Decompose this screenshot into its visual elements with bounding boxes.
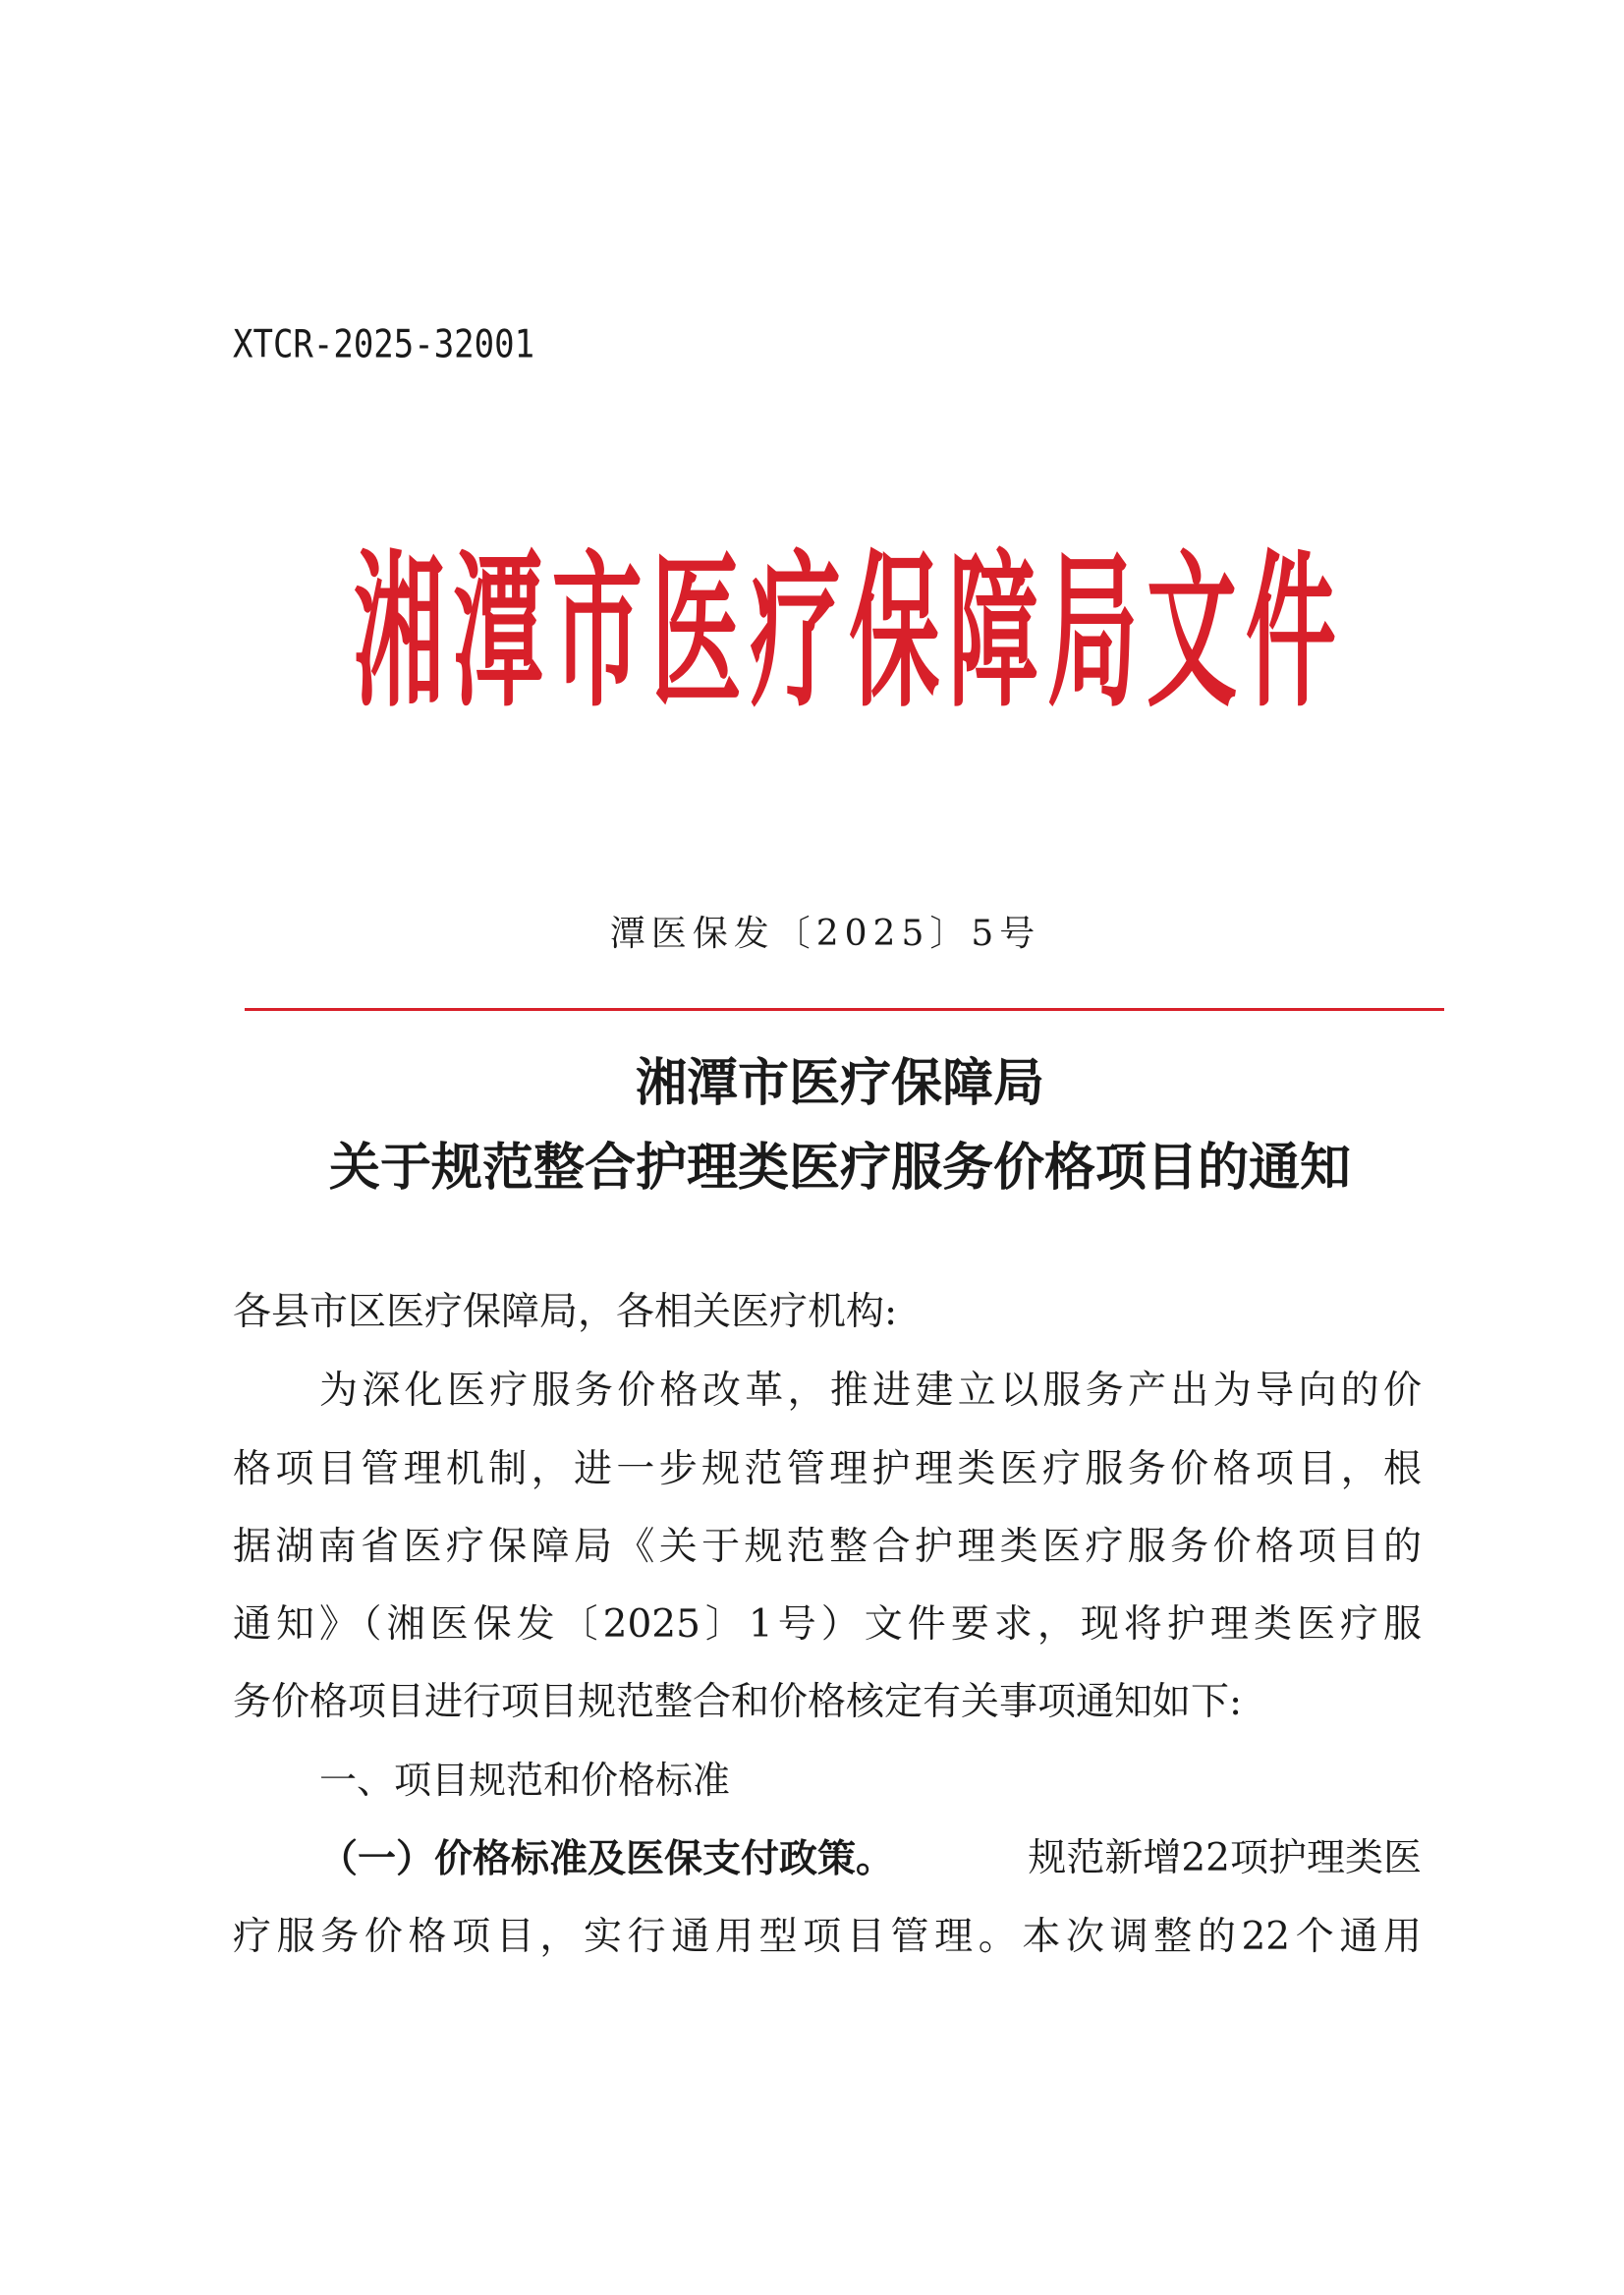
heading-char: 医 [650, 535, 742, 731]
heading-char: 局 [1047, 535, 1139, 731]
salutation: 各县市区医疗保障局，各相关医疗机构: [233, 1290, 898, 1334]
paragraph-line: 为深化医疗服务价格改革，推进建立以服务产出为导向的价 [319, 1369, 1422, 1413]
heading-char: 件 [1245, 535, 1336, 731]
paragraph-line: 格项目管理机制，进一步规范管理护理类医疗服务价格项目，根 [233, 1447, 1422, 1491]
heading-char: 文 [1147, 535, 1238, 731]
heading-char: 疗 [750, 535, 841, 731]
document-id: XTCR-2025-32001 [233, 322, 535, 367]
red-divider [245, 1008, 1444, 1011]
heading-char: 潭 [452, 535, 543, 731]
section-heading: 一、项目规范和价格标准 [319, 1759, 731, 1802]
paragraph-line: 通知》（湘医保发〔2025〕1号）文件要求，现将护理类医疗服 [233, 1602, 1422, 1647]
heading-char: 保 [849, 535, 940, 731]
issuer-heading [354, 535, 1336, 731]
heading-char: 市 [551, 535, 643, 731]
heading-char: 湘 [354, 535, 445, 731]
paragraph-line: 务价格项目进行项目规范整合和价格核定有关事项通知如下: [233, 1680, 1243, 1724]
document-title-line2: 关于规范整合护理类医疗服务价格项目的通知 [328, 1138, 1351, 1198]
paragraph-line: 据湖南省医疗保障局《关于规范整合护理类医疗服务价格项目的 [233, 1525, 1422, 1569]
document-title-line1: 湘潭市医疗保障局 [635, 1053, 1044, 1113]
document-number: 潭医保发〔2025〕5号 [609, 914, 1041, 954]
subsection-line [319, 1836, 1422, 1881]
heading-char: 障 [948, 535, 1039, 731]
paragraph-line: 疗服务价格项目，实行通用型项目管理。本次调整的22个通用 [233, 1915, 1422, 1959]
subsection-text: 规范新增22项护理类医 [1028, 1836, 1422, 1880]
subsection-heading: （一）价格标准及医保支付政策。 [319, 1836, 895, 1881]
